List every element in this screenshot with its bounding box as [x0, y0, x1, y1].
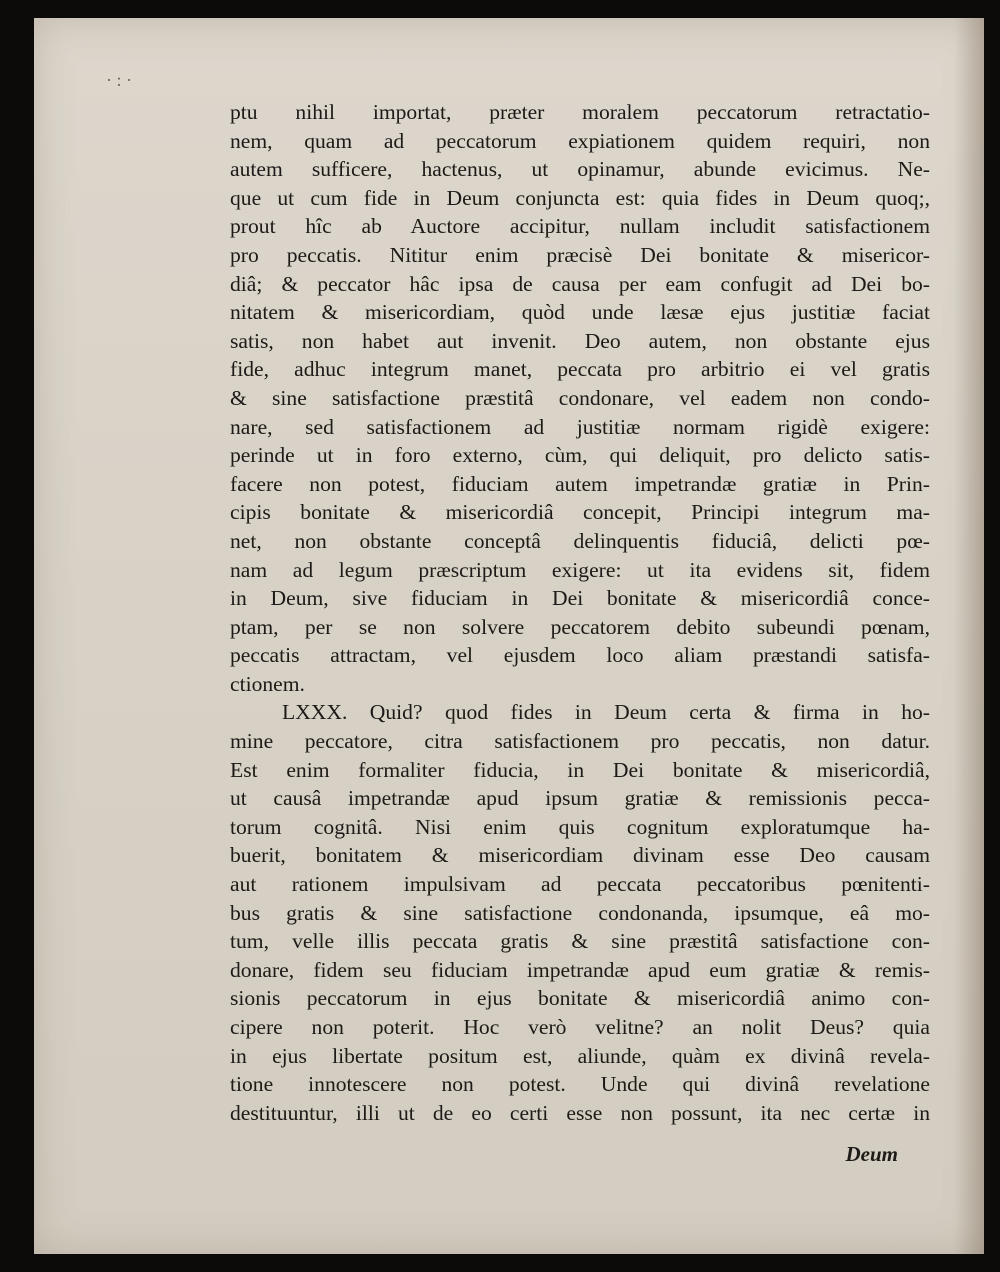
- text-line: & sine satisfactione præstitâ condonare, vel eadem non condo-: [230, 385, 930, 410]
- text-line: diâ; & peccator hâc ipsa de causa per eam confugit ad Dei bo-: [230, 271, 930, 296]
- text-line: in Deum, sive fiduciam in Dei bonitate & misericordiâ conce-: [230, 586, 930, 611]
- text-line: nitatem & misericordiam, quòd unde læsæ ejus justitiæ faciat: [230, 300, 930, 325]
- text-line: nam ad legum præscriptum exigere: ut ita evidens sit, fidem: [230, 557, 930, 582]
- text-line: peccatis attractam, vel ejusdem loco aliam præstandi satisfa-: [230, 643, 930, 668]
- text-line: LXXX. Quid? quod fides in Deum certa & firma in ho-: [282, 700, 930, 725]
- text-line: pro peccatis. Nititur enim præcisè Dei bonitate & misericor-: [230, 242, 930, 267]
- text-line: prout hîc ab Auctore accipitur, nullam includit satisfactionem: [230, 214, 930, 239]
- text-line: nare, sed satisfactionem ad justitiæ normam rigidè exigere:: [230, 414, 930, 439]
- text-line: mine peccatore, citra satisfactionem pro peccatis, non datur.: [230, 729, 930, 754]
- text-line: aut rationem impulsivam ad peccata peccatoribus pœnitenti-: [230, 872, 930, 897]
- text-line: ptam, per se non solvere peccatorem debito subeundi pœnam,: [230, 614, 930, 639]
- text-line: ptu nihil importat, præter moralem peccatorum retractatio-: [230, 100, 930, 124]
- text-line: nem, quam ad peccatorum expiationem quidem requiri, non: [230, 128, 930, 153]
- catchword: Deum: [845, 1142, 898, 1166]
- margin-mark: · : ·: [106, 70, 132, 90]
- text-line: perinde ut in foro externo, cùm, qui deliquit, pro delicto satis-: [230, 443, 930, 468]
- text-line: facere non potest, fiduciam autem impetrandæ gratiæ in Prin-: [230, 471, 930, 496]
- text-line: que ut cum fide in Deum conjuncta est: quia fides in Deum quoq;,: [230, 185, 930, 210]
- text-line: buerit, bonitatem & misericordiam divinam esse Deo causam: [230, 843, 930, 868]
- text-line: tum, velle illis peccata gratis & sine præstitâ satisfactione con-: [230, 929, 930, 954]
- text-line: net, non obstante conceptâ delinquentis fiduciâ, delicti pœ-: [230, 528, 930, 553]
- text-line: destituuntur, illi ut de eo certi esse non possunt, ita nec certæ in: [230, 1100, 930, 1125]
- text-line: donare, fidem seu fiduciam impetrandæ apud eum gratiæ & remis-: [230, 957, 930, 982]
- text-line: in ejus libertate positum est, aliunde, quàm ex divinâ revela-: [230, 1043, 930, 1068]
- text-line: torum cognitâ. Nisi enim quis cognitum exploratumque ha-: [230, 814, 930, 839]
- text-line: sionis peccatorum in ejus bonitate & misericordiâ animo con-: [230, 986, 930, 1011]
- text-line: Est enim formaliter fiducia, in Dei bonitate & misericordiâ,: [230, 757, 930, 782]
- text-line: satis, non habet aut invenit. Deo autem, non obstante ejus: [230, 328, 930, 353]
- text-line: ctionem.: [230, 671, 305, 696]
- text-line: cipere non poterit. Hoc verò velitne? an nolit Deus? quia: [230, 1015, 930, 1039]
- text-line: bus gratis & sine satisfactione condonanda, ipsumque, eâ mo-: [230, 900, 930, 925]
- text-line: tione innotescere non potest. Unde qui divinâ revelatione: [230, 1072, 930, 1097]
- text-line: fide, adhuc integrum manet, peccata pro arbitrio ei vel gratis: [230, 357, 930, 382]
- body-text: [230, 98, 930, 1127]
- book-page: [34, 18, 984, 1254]
- text-line: autem sufficere, hactenus, ut opinamur, abunde evicimus. Ne-: [230, 157, 930, 182]
- text-line: ut causâ impetrandæ apud ipsum gratiæ & remissionis pecca-: [230, 786, 930, 811]
- text-line: cipis bonitate & misericordiâ concepit, Principi integrum ma-: [230, 500, 930, 525]
